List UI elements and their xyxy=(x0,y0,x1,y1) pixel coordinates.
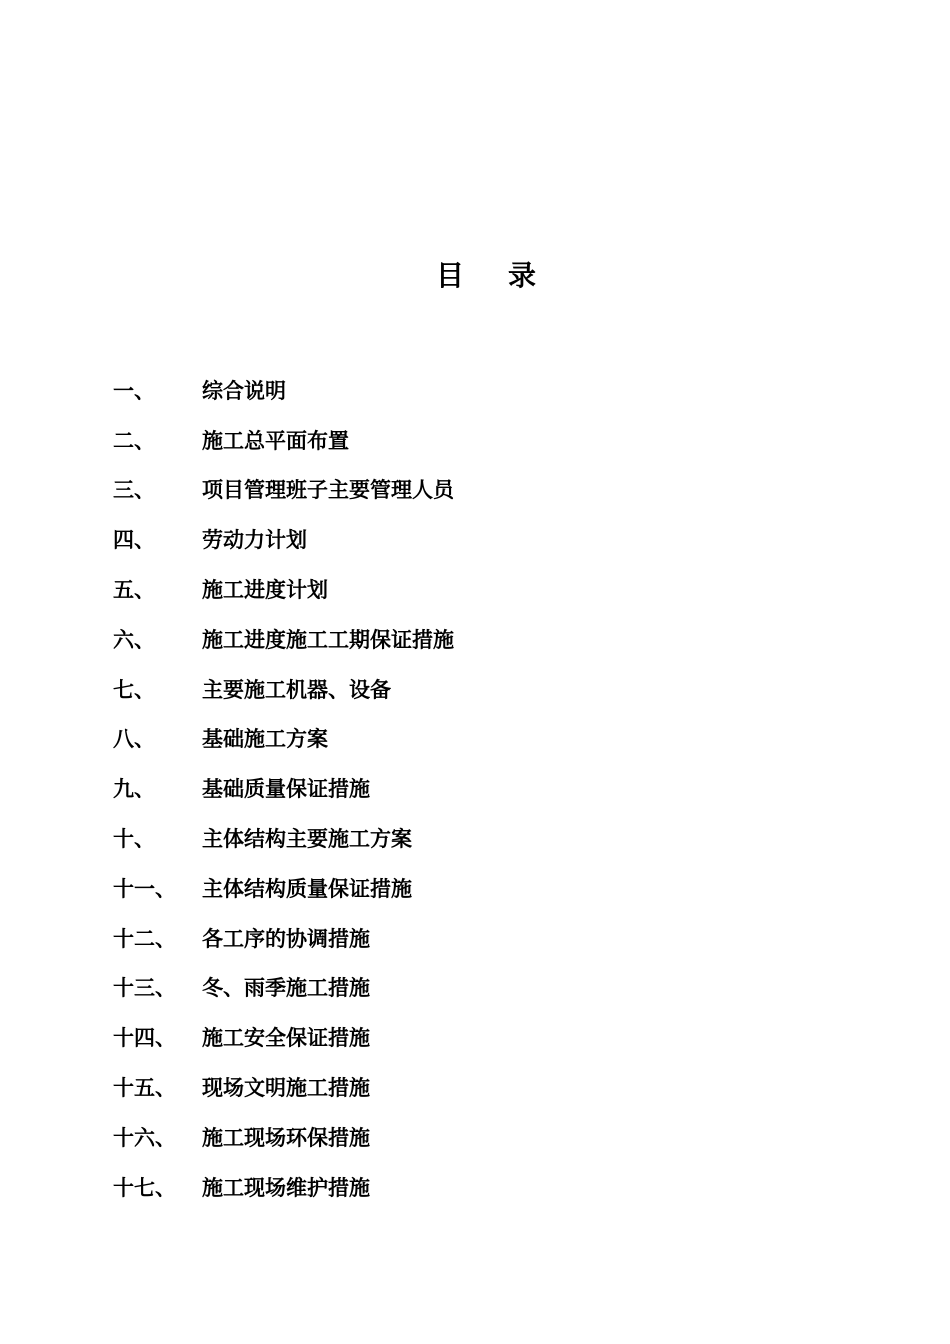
toc-item xyxy=(113,365,454,415)
toc-item-text: 施工进度施工工期保证措施 xyxy=(202,627,454,652)
toc-item-text: 施工安全保证措施 xyxy=(202,1026,370,1051)
toc-item-text: 各工序的协调措施 xyxy=(202,926,370,951)
toc-item-text: 主体结构质量保证措施 xyxy=(202,876,412,901)
toc-item-number: 十七、 xyxy=(113,1175,176,1200)
toc-item-number: 十六、 xyxy=(113,1125,176,1150)
toc-item-number: 十四、 xyxy=(113,1026,176,1051)
toc-item-text: 综合说明 xyxy=(202,378,286,403)
page-title xyxy=(0,254,950,294)
toc-item-text: 施工总平面布置 xyxy=(202,428,349,453)
toc-item-number: 八、 xyxy=(113,727,155,752)
table-of-contents xyxy=(113,365,454,1212)
toc-item xyxy=(113,1062,454,1112)
page-title-char-1: 目 xyxy=(435,259,464,292)
toc-item xyxy=(113,913,454,963)
toc-item-number: 三、 xyxy=(113,478,155,503)
toc-item-number: 九、 xyxy=(113,777,155,802)
toc-item-number: 十五、 xyxy=(113,1076,176,1101)
toc-item-number: 七、 xyxy=(113,677,155,702)
toc-item xyxy=(113,1162,454,1212)
toc-item-number: 十一、 xyxy=(113,876,176,901)
toc-item-text: 施工现场维护措施 xyxy=(202,1175,370,1200)
page-title-char-2: 录 xyxy=(508,259,537,292)
toc-item-number: 六、 xyxy=(113,627,155,652)
toc-item-number: 十三、 xyxy=(113,976,176,1001)
toc-item-number: 五、 xyxy=(113,578,155,603)
toc-item-text: 基础施工方案 xyxy=(202,727,328,752)
toc-item xyxy=(113,763,454,813)
toc-item xyxy=(113,664,454,714)
toc-item-text: 施工现场环保措施 xyxy=(202,1125,370,1150)
toc-item-text: 主体结构主要施工方案 xyxy=(202,827,412,852)
toc-item-text: 施工进度计划 xyxy=(202,578,328,603)
toc-item-text: 冬、雨季施工措施 xyxy=(202,976,370,1001)
toc-item-number: 二、 xyxy=(113,428,155,453)
toc-item xyxy=(113,863,454,913)
toc-item xyxy=(113,514,454,564)
toc-item-text: 劳动力计划 xyxy=(202,528,307,553)
toc-item-text: 主要施工机器、设备 xyxy=(202,677,391,702)
toc-item xyxy=(113,465,454,515)
toc-item-number: 四、 xyxy=(113,528,155,553)
toc-item-text: 现场文明施工措施 xyxy=(202,1076,370,1101)
toc-item xyxy=(113,614,454,664)
toc-item xyxy=(113,564,454,614)
toc-item-text: 基础质量保证措施 xyxy=(202,777,370,802)
toc-item xyxy=(113,1012,454,1062)
toc-item-number: 十、 xyxy=(113,827,155,852)
toc-item-number: 一、 xyxy=(113,378,155,403)
toc-item xyxy=(113,813,454,863)
toc-item-text: 项目管理班子主要管理人员 xyxy=(202,478,454,503)
toc-item-number: 十二、 xyxy=(113,926,176,951)
toc-item xyxy=(113,714,454,764)
toc-item xyxy=(113,415,454,465)
toc-item xyxy=(113,963,454,1013)
toc-item xyxy=(113,1112,454,1162)
